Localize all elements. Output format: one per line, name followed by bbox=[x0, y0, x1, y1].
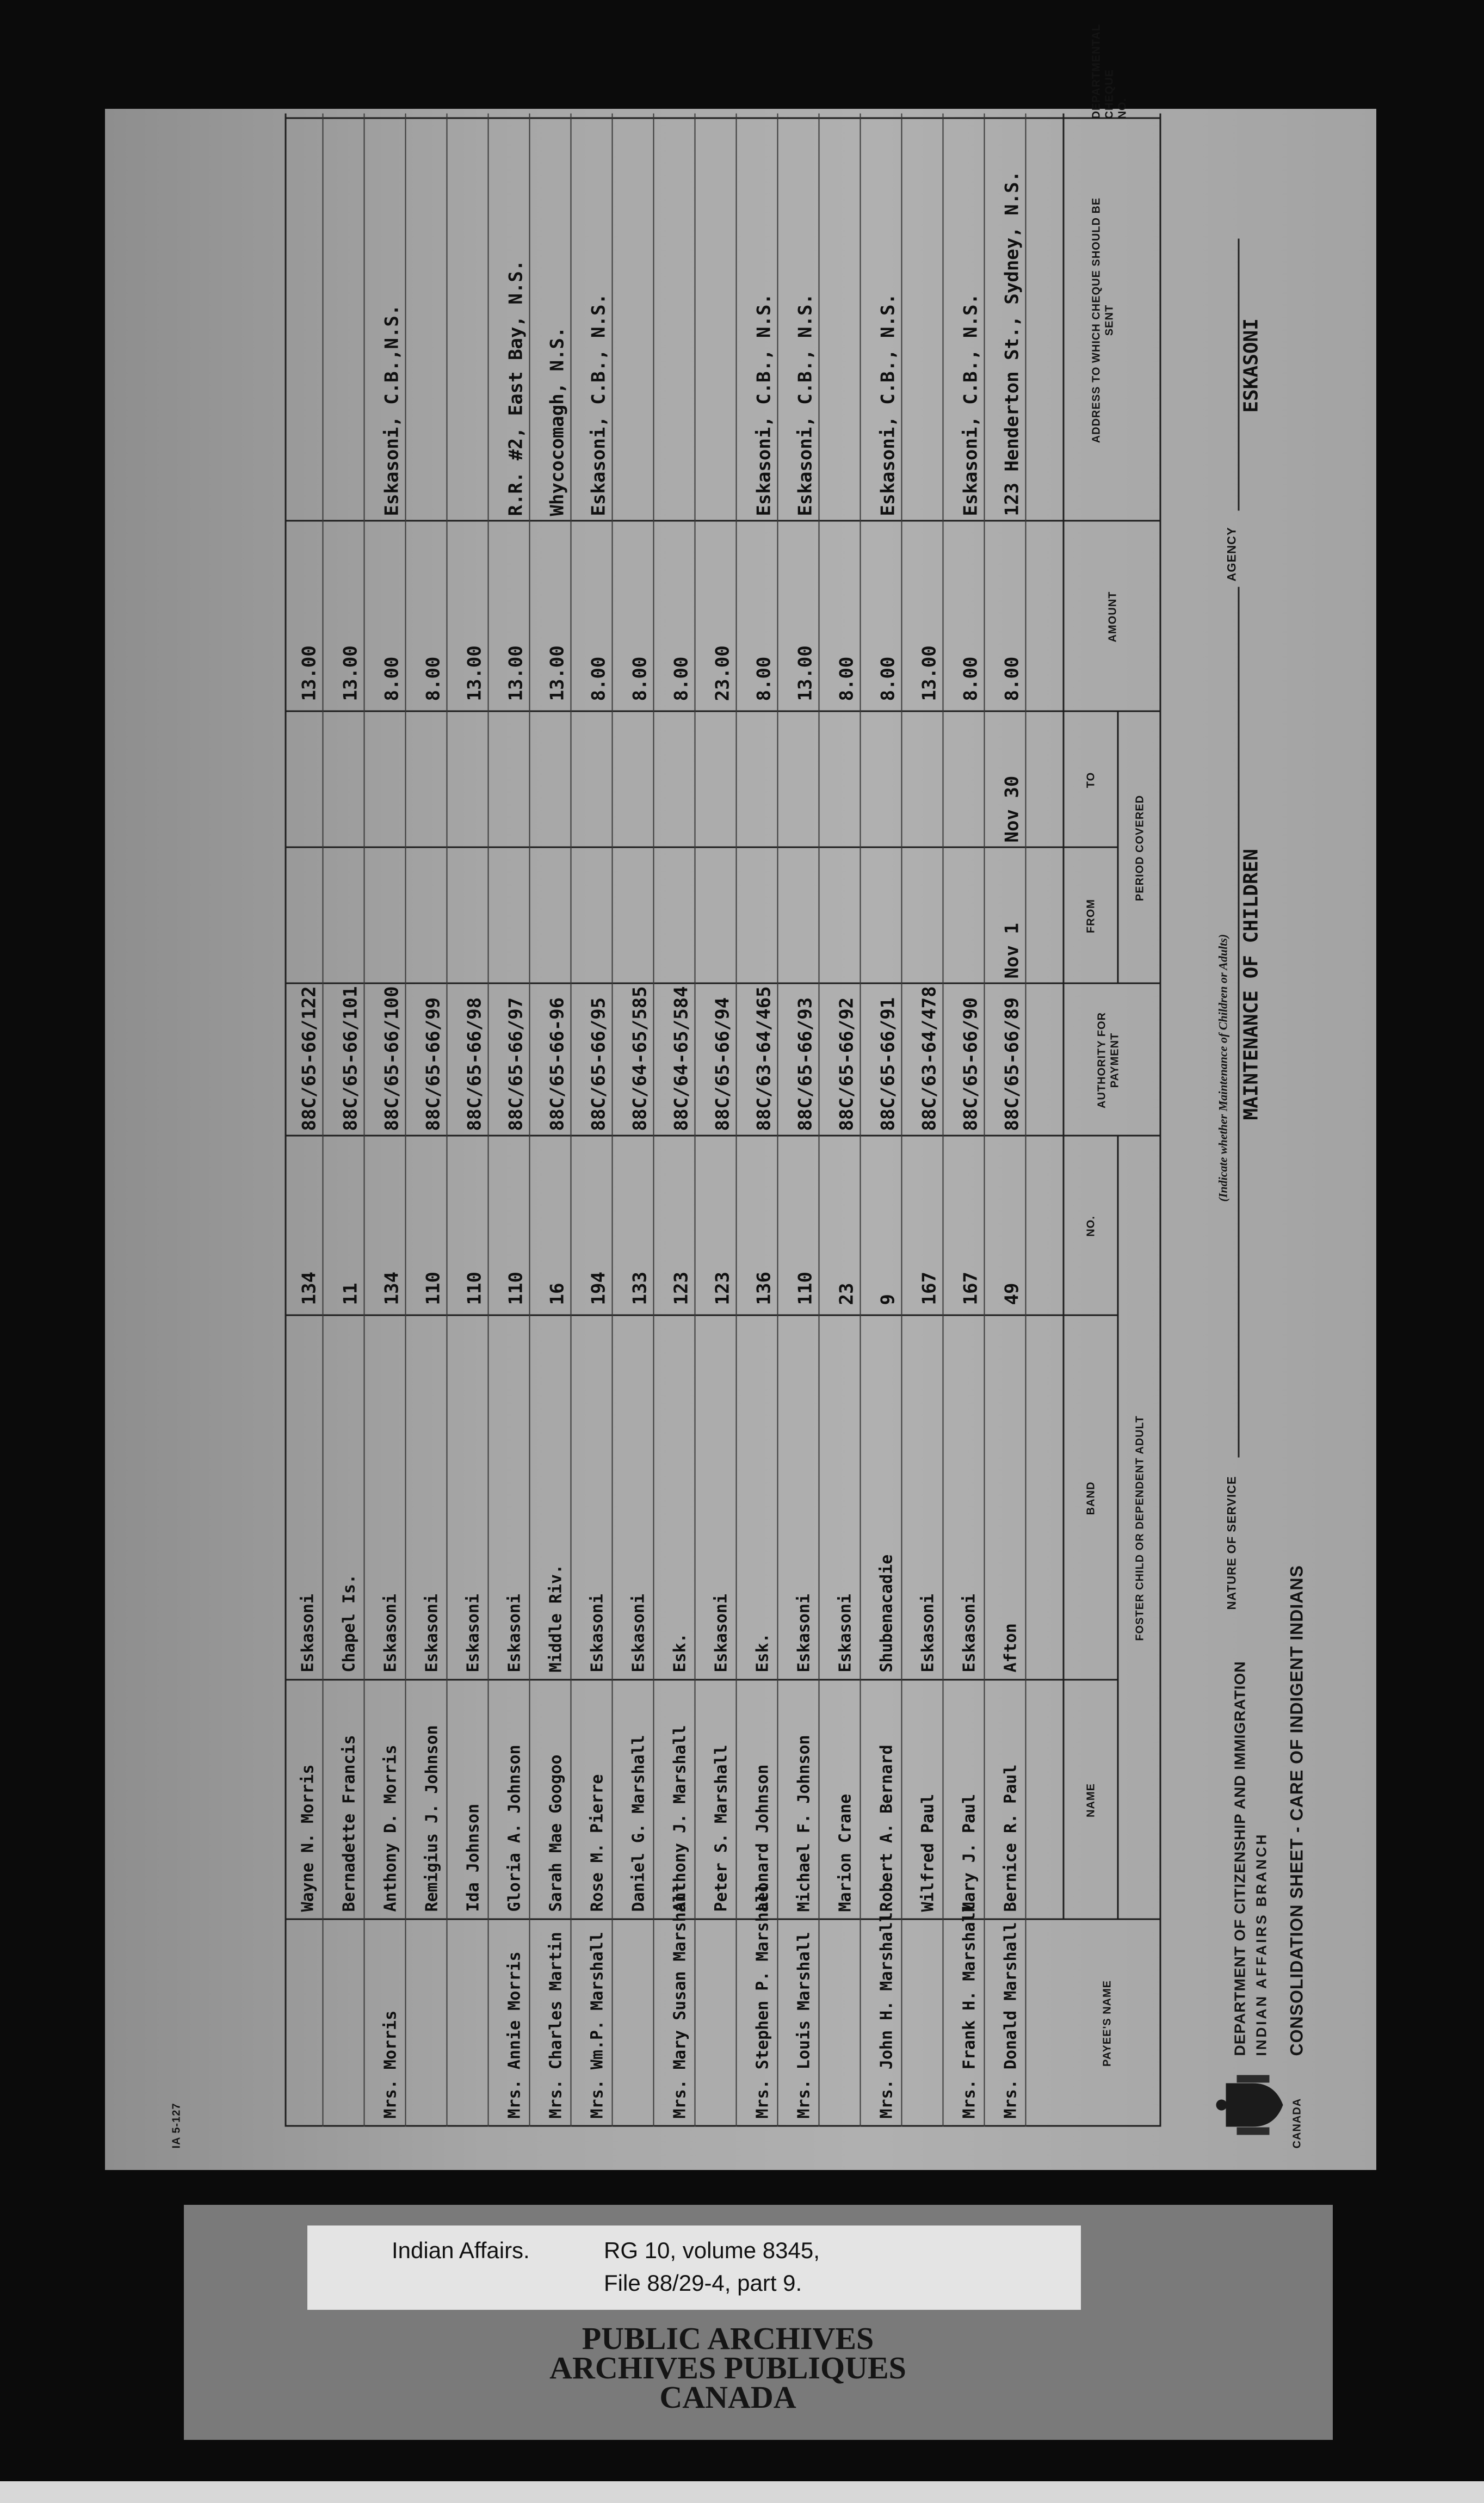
cell-no: 194 bbox=[588, 1271, 609, 1305]
cell-from: Nov 1 bbox=[1001, 922, 1023, 978]
header-divider bbox=[1062, 113, 1064, 1920]
row-divider bbox=[735, 113, 737, 2126]
cell-authority: 88C/64-65/585 bbox=[629, 985, 651, 1131]
cell-authority: 88C/65-66/90 bbox=[960, 997, 981, 1131]
cell-band: Eskasoni bbox=[794, 1593, 813, 1672]
cell-amount: 8.00 bbox=[753, 656, 775, 701]
cell-amount: 13.00 bbox=[546, 645, 568, 701]
cell-authority: 88C/65-66/101 bbox=[339, 985, 361, 1131]
cell-no: 167 bbox=[960, 1271, 981, 1305]
row-divider bbox=[405, 113, 406, 2126]
row-divider bbox=[529, 113, 530, 2126]
col-header-address: ADDRESS TO WHICH CHEQUE SHOULD BE SENT bbox=[1090, 197, 1115, 443]
country-label: CANADA bbox=[1291, 2098, 1303, 2148]
cell-address: Eskasoni, C.B., N.S. bbox=[960, 293, 981, 516]
cell-amount: 8.00 bbox=[422, 656, 444, 701]
cell-no: 110 bbox=[794, 1271, 816, 1305]
cell-payee: Mrs. Charles Martin bbox=[546, 1931, 565, 2118]
row-divider bbox=[570, 113, 571, 2126]
table-bottom-border bbox=[285, 113, 286, 2126]
cell-authority: 88C/65-66/97 bbox=[505, 997, 527, 1131]
cell-no: 11 bbox=[339, 1283, 361, 1305]
cell-to: Nov 30 bbox=[1001, 775, 1023, 842]
cell-no: 110 bbox=[422, 1271, 444, 1305]
branch-name: INDIAN AFFAIRS BRANCH bbox=[1253, 1832, 1269, 2056]
col-header-name: NAME bbox=[1085, 1783, 1097, 1817]
cell-no: 9 bbox=[877, 1293, 899, 1305]
row-divider bbox=[322, 113, 323, 2126]
department-name: DEPARTMENT OF CITIZENSHIP AND IMMIGRATION bbox=[1231, 1661, 1248, 2056]
cell-band: Eskasoni bbox=[381, 1593, 400, 1672]
archive-stamp-country: CANADA bbox=[659, 2379, 796, 2415]
col-header-amount: AMOUNT bbox=[1106, 591, 1118, 642]
cell-address: Eskasoni, C.B.,N.S. bbox=[381, 304, 403, 516]
consolidation-form bbox=[105, 109, 1376, 2170]
cell-band: Eskasoni bbox=[505, 1593, 524, 1672]
cell-amount: 8.00 bbox=[381, 656, 403, 701]
cell-address: Whycocomagh, N.S. bbox=[546, 326, 568, 516]
form-number: IA 5-127 bbox=[170, 2103, 182, 2148]
cell-address: Eskasoni, C.B., N.S. bbox=[588, 293, 609, 516]
row-divider bbox=[694, 113, 695, 2126]
form-sheet bbox=[105, 109, 1376, 2170]
row-divider bbox=[942, 113, 943, 2126]
row-divider bbox=[487, 113, 489, 2126]
cell-authority: 88C/65-66/92 bbox=[836, 997, 857, 1131]
cell-name: Mary J. Paul bbox=[960, 1793, 979, 1912]
col-border-1 bbox=[285, 1918, 1161, 1920]
cell-payee: Mrs. Stephen P. Marshall bbox=[753, 1882, 772, 2118]
cell-no: 167 bbox=[918, 1271, 940, 1305]
table-top-border bbox=[1159, 113, 1161, 2126]
col-header-payee: PAYEE'S NAME bbox=[1101, 1980, 1113, 2067]
cell-band: Eskasoni bbox=[712, 1593, 731, 1672]
cell-name: Bernadette Francis bbox=[339, 1734, 358, 1912]
cell-authority: 88C/65-66/98 bbox=[463, 997, 485, 1131]
col-header-authority: AUTHORITY FOR PAYMENT bbox=[1096, 1012, 1121, 1108]
cell-no: 134 bbox=[298, 1271, 320, 1305]
coat-of-arms-icon bbox=[1215, 2072, 1285, 2137]
cell-name: Leonard Johnson bbox=[753, 1764, 772, 1912]
col-border-2 bbox=[285, 1679, 1117, 1680]
cell-authority: 88C/63-64/465 bbox=[753, 985, 775, 1131]
cell-no: 123 bbox=[712, 1271, 733, 1305]
cell-address: R.R. #2, East Bay, N.S. bbox=[505, 260, 527, 516]
row-divider bbox=[777, 113, 778, 2126]
cell-name: Wayne N. Morris bbox=[298, 1764, 317, 1912]
cell-no: 133 bbox=[629, 1271, 651, 1305]
cell-band: Eskasoni bbox=[629, 1593, 648, 1672]
cell-address: Eskasoni, C.B., N.S. bbox=[753, 293, 775, 516]
cell-authority: 88C/65-66/122 bbox=[298, 985, 320, 1131]
cell-authority: 88C/65-66/89 bbox=[1001, 997, 1023, 1131]
cell-no: 49 bbox=[1001, 1283, 1023, 1305]
cell-authority: 88C/65-66/95 bbox=[588, 997, 609, 1131]
row-divider bbox=[984, 113, 985, 2126]
cell-band: Eskasoni bbox=[298, 1593, 317, 1672]
cell-amount: 13.00 bbox=[794, 645, 816, 701]
cell-authority: 88C/63-64/478 bbox=[918, 985, 940, 1131]
cell-no: 123 bbox=[670, 1271, 692, 1305]
cell-amount: 13.00 bbox=[505, 645, 527, 701]
cell-band: Eskasoni bbox=[918, 1593, 937, 1672]
archive-file: File 88/29-4, part 9. bbox=[604, 2270, 802, 2296]
cell-name: Marion Crane bbox=[836, 1793, 855, 1912]
col-border-9 bbox=[285, 117, 1161, 119]
col-header-from: FROM bbox=[1085, 898, 1097, 933]
cell-amount: 13.00 bbox=[298, 645, 320, 701]
cell-no: 110 bbox=[505, 1271, 527, 1305]
cell-band: Eskasoni bbox=[588, 1593, 607, 1672]
cell-payee: Mrs. John H. Marshall bbox=[877, 1912, 896, 2118]
col-border-5 bbox=[285, 982, 1161, 984]
cell-band: Eskasoni bbox=[960, 1593, 979, 1672]
cell-amount: 23.00 bbox=[712, 645, 733, 701]
cell-band: Eskasoni bbox=[836, 1593, 855, 1672]
cell-payee: Mrs. Donald Marshall bbox=[1001, 1921, 1020, 2118]
cell-payee: Mrs. Mary Susan Marshall bbox=[670, 1882, 689, 2118]
cell-name: Rose M. Pierre bbox=[588, 1774, 607, 1912]
cell-band: Esk. bbox=[753, 1632, 772, 1672]
archive-source: Indian Affairs. bbox=[392, 2237, 530, 2263]
cell-amount: 8.00 bbox=[960, 656, 981, 701]
agency-label: AGENCY bbox=[1225, 526, 1238, 581]
nature-underline bbox=[1238, 587, 1239, 1457]
cell-name: Michael F. Johnson bbox=[794, 1734, 813, 1912]
cell-payee: Mrs. Annie Morris bbox=[505, 1951, 524, 2118]
cell-name: Gloria A. Johnson bbox=[505, 1744, 524, 1912]
cell-name: Bernice R. Paul bbox=[1001, 1764, 1020, 1912]
cell-authority: 88C/65-66/93 bbox=[794, 997, 816, 1131]
cell-payee: Mrs. Louis Marshall bbox=[794, 1931, 813, 2118]
cell-no: 16 bbox=[546, 1283, 568, 1305]
col-border-0 bbox=[285, 2125, 1161, 2126]
cell-authority: 88C/65-66/94 bbox=[712, 997, 733, 1131]
cell-payee: Mrs. Morris bbox=[381, 2010, 400, 2118]
col-border-4 bbox=[285, 1135, 1161, 1136]
cell-name: Ida Johnson bbox=[463, 1803, 483, 1912]
cell-name: Peter S. Marshall bbox=[712, 1744, 731, 1912]
row-divider bbox=[901, 113, 902, 2126]
col-header-period-group: PERIOD COVERED bbox=[1134, 794, 1146, 901]
cell-authority: 88C/65-66/99 bbox=[422, 997, 444, 1131]
cell-name: Anthony D. Morris bbox=[381, 1744, 400, 1912]
archive-stamp-en: PUBLIC ARCHIVES bbox=[582, 2321, 874, 2356]
col-header-band: BAND bbox=[1085, 1481, 1097, 1515]
cell-name: Anthony J. Marshall bbox=[670, 1724, 689, 1912]
cell-no: 23 bbox=[836, 1283, 857, 1305]
cell-amount: 8.00 bbox=[629, 656, 651, 701]
foster-group-divider bbox=[1117, 1136, 1118, 1920]
cell-band: Middle Riv. bbox=[546, 1564, 565, 1672]
col-header-to: TO bbox=[1085, 772, 1097, 788]
row-divider bbox=[818, 113, 819, 2126]
cell-authority: 88C/65-66-96 bbox=[546, 997, 568, 1131]
cell-amount: 8.00 bbox=[588, 656, 609, 701]
cell-amount: 8.00 bbox=[1001, 656, 1023, 701]
cell-payee: Mrs. Wm.P. Marshall bbox=[588, 1931, 607, 2118]
agency-underline bbox=[1238, 238, 1239, 510]
cell-band: Esk. bbox=[670, 1632, 689, 1672]
archive-volume: RG 10, volume 8345, bbox=[604, 2237, 820, 2263]
sheet-title: CONSOLIDATION SHEET - CARE OF INDIGENT INDIANS bbox=[1287, 1564, 1306, 2056]
cell-amount: 13.00 bbox=[463, 645, 485, 701]
row-divider bbox=[363, 113, 364, 2126]
cell-no: 136 bbox=[753, 1271, 775, 1305]
nature-of-service-value: MAINTENANCE OF CHILDREN bbox=[1240, 848, 1262, 1120]
cell-no: 134 bbox=[381, 1271, 403, 1305]
cell-authority: 88C/64-65/584 bbox=[670, 985, 692, 1131]
nature-hint: (Indicate whether Maintenance of Children or Adults) bbox=[1216, 934, 1229, 1201]
cell-amount: 8.00 bbox=[836, 656, 857, 701]
cell-name: Remigius J. Johnson bbox=[422, 1724, 441, 1912]
cell-name: Daniel G. Marshall bbox=[629, 1734, 648, 1912]
cell-band: Chapel Is. bbox=[339, 1574, 358, 1672]
cell-no: 110 bbox=[463, 1271, 485, 1305]
agency-value: ESKASONI bbox=[1240, 318, 1262, 412]
cell-name: Sarah Mae Googoo bbox=[546, 1754, 565, 1912]
col-header-no: NO. bbox=[1085, 1215, 1097, 1237]
cell-address: Eskasoni, C.B., N.S. bbox=[877, 293, 899, 516]
cell-band: Eskasoni bbox=[422, 1593, 441, 1672]
cell-band: Shubenacadie bbox=[877, 1554, 896, 1672]
cell-band: Eskasoni bbox=[463, 1593, 483, 1672]
row-divider bbox=[611, 113, 613, 2126]
col-header-foster-group: FOSTER CHILD OR DEPENDENT ADULT bbox=[1134, 1415, 1146, 1641]
archive-stamp-fr: ARCHIVES PUBLIQUES bbox=[549, 2350, 906, 2385]
col-border-6 bbox=[285, 846, 1117, 848]
cell-amount: 13.00 bbox=[339, 645, 361, 701]
cell-authority: 88C/65-66/100 bbox=[381, 985, 403, 1131]
cell-address: 123 Henderton St., Sydney, N.S. bbox=[1001, 170, 1023, 516]
row-divider bbox=[653, 113, 654, 2126]
col-border-3 bbox=[285, 1314, 1117, 1316]
cell-payee: Mrs. Frank H. Marshall bbox=[960, 1902, 979, 2118]
cell-name: Wilfred Paul bbox=[918, 1793, 937, 1912]
cell-band: Afton bbox=[1001, 1623, 1020, 1672]
cell-name: Robert A. Bernard bbox=[877, 1744, 896, 1912]
cell-address: Eskasoni, C.B., N.S. bbox=[794, 293, 816, 516]
cell-amount: 8.00 bbox=[877, 656, 899, 701]
cell-authority: 88C/65-66/91 bbox=[877, 997, 899, 1131]
nature-of-service-label: NATURE OF SERVICE bbox=[1225, 1476, 1238, 1610]
col-border-8 bbox=[285, 520, 1161, 521]
col-border-7 bbox=[285, 710, 1161, 712]
row-divider bbox=[1025, 113, 1026, 2126]
row-divider bbox=[446, 113, 447, 2126]
row-divider bbox=[860, 113, 861, 2126]
film-edge bbox=[0, 2481, 1484, 2503]
cell-amount: 13.00 bbox=[918, 645, 940, 701]
cell-amount: 8.00 bbox=[670, 656, 692, 701]
